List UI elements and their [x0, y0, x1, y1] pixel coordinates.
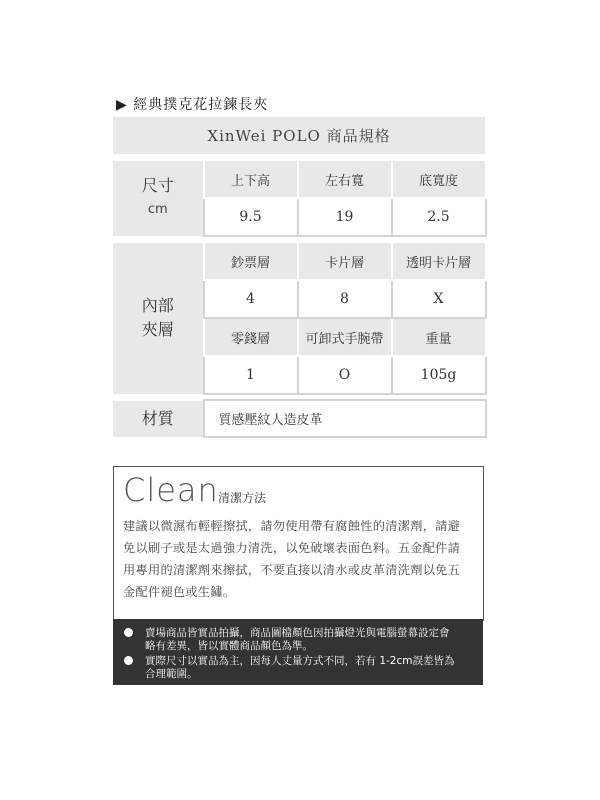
clean-line: 用專用的清潔劑來擦拭，不要直接以清水或皮革清洗劑以免五 [123, 563, 461, 577]
inner-col-coins: 零錢層 [204, 318, 298, 356]
clean-subheading: 清潔方法 [218, 491, 267, 505]
size-unit: cm [147, 202, 168, 217]
size-value-height: 9.5 [204, 198, 298, 236]
bullet-icon [124, 656, 133, 665]
inner-value-cards: 8 [298, 280, 392, 318]
size-label-cell [113, 160, 204, 236]
clean-section [113, 466, 484, 621]
inner-col-wrist-strap: 可卸式手腕帶 [298, 318, 392, 356]
notice-item [124, 655, 490, 681]
inner-label-line2: 夾層 [141, 320, 174, 339]
notice-line: 實際尺寸以實品為主，因每人丈量方式不同，若有 1-2cm誤差皆為 [145, 655, 455, 667]
clean-line: 建議以微濕布輕輕擦拭，請勿使用帶有腐蝕性的清潔劑，請避 [123, 519, 461, 533]
inner-value-weight: 105g [392, 356, 486, 394]
notice-item [124, 627, 490, 653]
notice-section [113, 619, 483, 685]
size-value-width: 19 [298, 198, 392, 236]
size-label: 尺寸 [141, 176, 174, 195]
spec-table [112, 116, 487, 438]
notice-line: 賣場商品皆實品拍攝，商品圖檔顏色因拍攝燈光與電腦螢幕設定會 [145, 627, 450, 639]
clean-heading: Clean [123, 471, 219, 509]
clean-line: 金配件褪色或生鏽。 [123, 585, 236, 599]
inner-value-coins: 1 [204, 356, 298, 394]
product-title: ▶ 經典撲克花拉鍊長夾 [116, 97, 269, 113]
inner-col-bills: 鈔票層 [204, 242, 298, 280]
inner-value-bills: 4 [204, 280, 298, 318]
notice-line: 略有差異，皆以實體商品顏色為準。 [145, 640, 313, 652]
inner-col-weight: 重量 [392, 318, 486, 356]
inner-value-clear-cards: X [392, 280, 486, 318]
size-col-width: 左右寬 [298, 160, 392, 198]
spec-table-header: XinWei POLO 商品規格 [113, 117, 486, 155]
size-value-depth: 2.5 [392, 198, 486, 236]
material-label: 材質 [113, 400, 204, 437]
inner-col-cards: 卡片層 [298, 242, 392, 280]
inner-label-line1: 內部 [141, 296, 174, 315]
notice-line: 合理範圍。 [145, 668, 198, 680]
bullet-icon [124, 628, 133, 637]
material-value: 質感壓紋人造皮革 [204, 400, 486, 437]
inner-col-clear-cards: 透明卡片層 [392, 242, 486, 280]
clean-line: 免以刷子或是太過強力清洗，以免破壞表面色料。五金配件請 [123, 541, 461, 555]
clean-instructions [123, 515, 475, 603]
inner-value-wrist-strap: O [298, 356, 392, 394]
size-col-height: 上下高 [204, 160, 298, 198]
inner-label-cell [113, 242, 204, 394]
size-col-depth: 底寬度 [392, 160, 486, 198]
